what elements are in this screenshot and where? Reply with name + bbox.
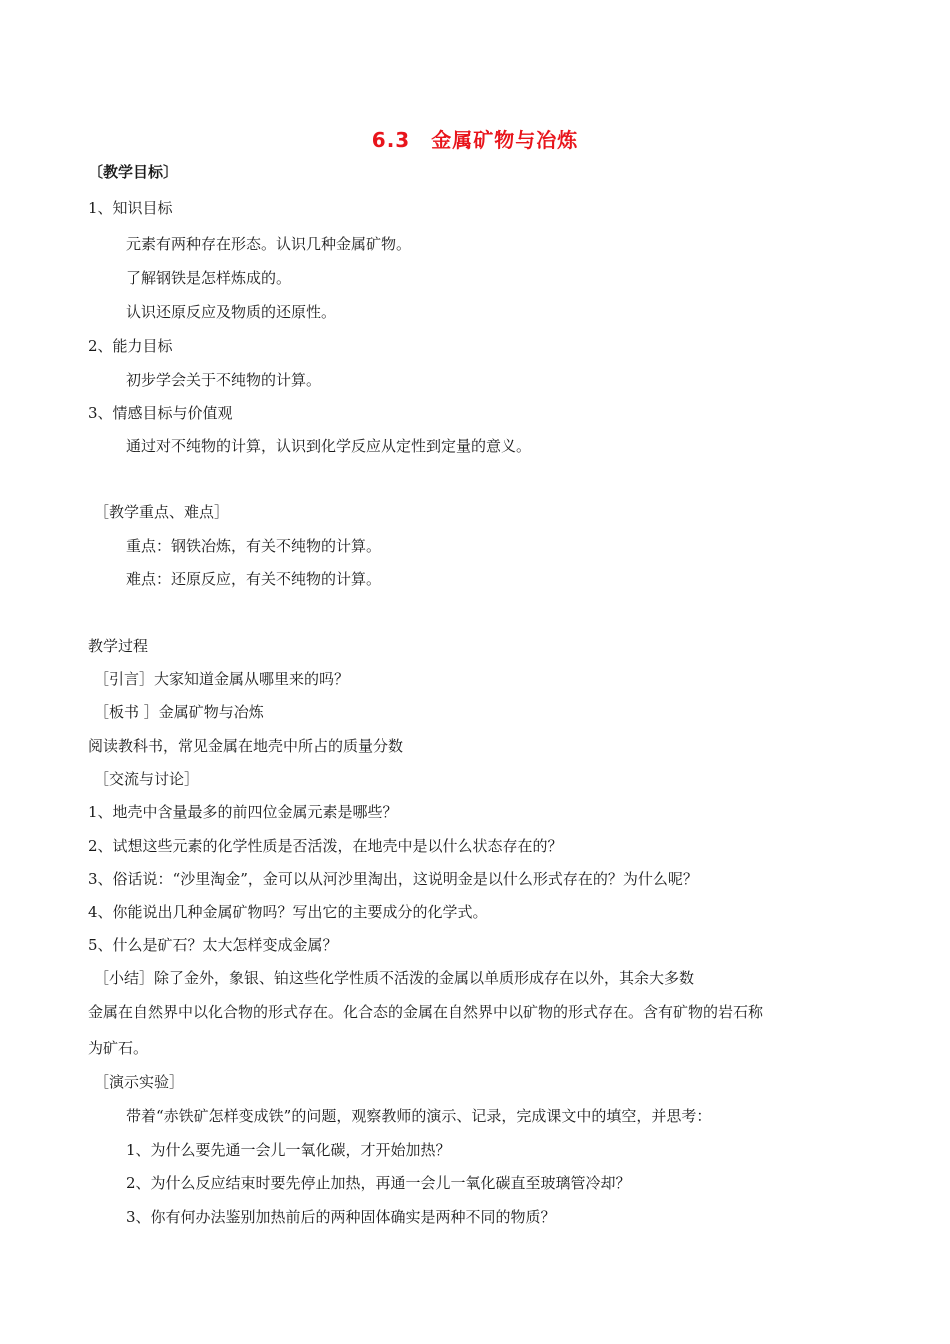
knowledge-heading: 1、知识目标 [88,199,173,217]
board-line: ［板书 ］金属矿物与冶炼 [94,703,264,721]
discussion-question: 1、地壳中含量最多的前四位金属元素是哪些？ [88,803,398,821]
discussion-question: 5、什么是矿石？太大怎样变成金属？ [88,936,338,954]
demo-question: 3、你有何办法鉴别加热前后的两种固体确实是两种不同的物质？ [126,1208,556,1226]
summary-line: ［小结］除了金外，象银、铂这些化学性质不活泼的金属以单质形成存在以外，其余大多数 [94,969,695,987]
process-heading: 教学过程 [88,637,149,655]
discussion-question: 3、俗话说：“沙里淘金”，金可以从河沙里淘出，这说明金是以什么形式存在的？为什么呢？ [88,870,698,888]
reading-line: 阅读教科书，常见金属在地壳中所占的质量分数 [88,737,404,755]
page-title: 6.3 金属矿物与冶炼 [371,128,579,152]
difficult-point: 难点：还原反应，有关不纯物的计算。 [126,570,382,588]
key-point: 重点：钢铁冶炼，有关不纯物的计算。 [126,537,382,555]
key-points-heading: ［教学重点、难点］ [94,503,230,521]
knowledge-item: 认识还原反应及物质的还原性。 [126,303,337,321]
knowledge-item: 元素有两种存在形态。认识几种金属矿物。 [126,235,412,253]
knowledge-item: 了解钢铁是怎样炼成的。 [126,269,292,287]
emotion-heading: 3、情感目标与价值观 [88,404,233,422]
discussion-heading: ［交流与讨论］ [94,770,200,788]
discussion-question: 2、试想这些元素的化学性质是否活泼，在地壳中是以什么状态存在的？ [88,837,563,855]
intro-line: ［引言］大家知道金属从哪里来的吗？ [94,670,350,688]
ability-heading: 2、能力目标 [88,337,173,355]
summary-line: 金属在自然界中以化合物的形式存在。化合态的金属在自然界中以矿物的形式存在。含有矿物的岩石称 [88,1003,764,1021]
demo-question: 1、为什么要先通一会儿一氧化碳，才开始加热？ [126,1141,451,1159]
demo-intro: 带着“赤铁矿怎样变成铁”的问题，观察教师的演示、记录，完成课文中的填空，并思考： [126,1107,712,1125]
emotion-item: 通过对不纯物的计算，认识到化学反应从定性到定量的意义。 [126,437,532,455]
demo-heading: ［演示实验］ [94,1073,185,1091]
summary-line: 为矿石。 [88,1039,149,1057]
demo-question: 2、为什么反应结束时要先停止加热，再通一会儿一氧化碳直至玻璃管冷却？ [126,1174,631,1192]
discussion-question: 4、你能说出几种金属矿物吗？写出它的主要成分的化学式。 [88,903,488,921]
objectives-heading: 〔教学目标〕 [88,163,179,181]
ability-item: 初步学会关于不纯物的计算。 [126,371,322,389]
